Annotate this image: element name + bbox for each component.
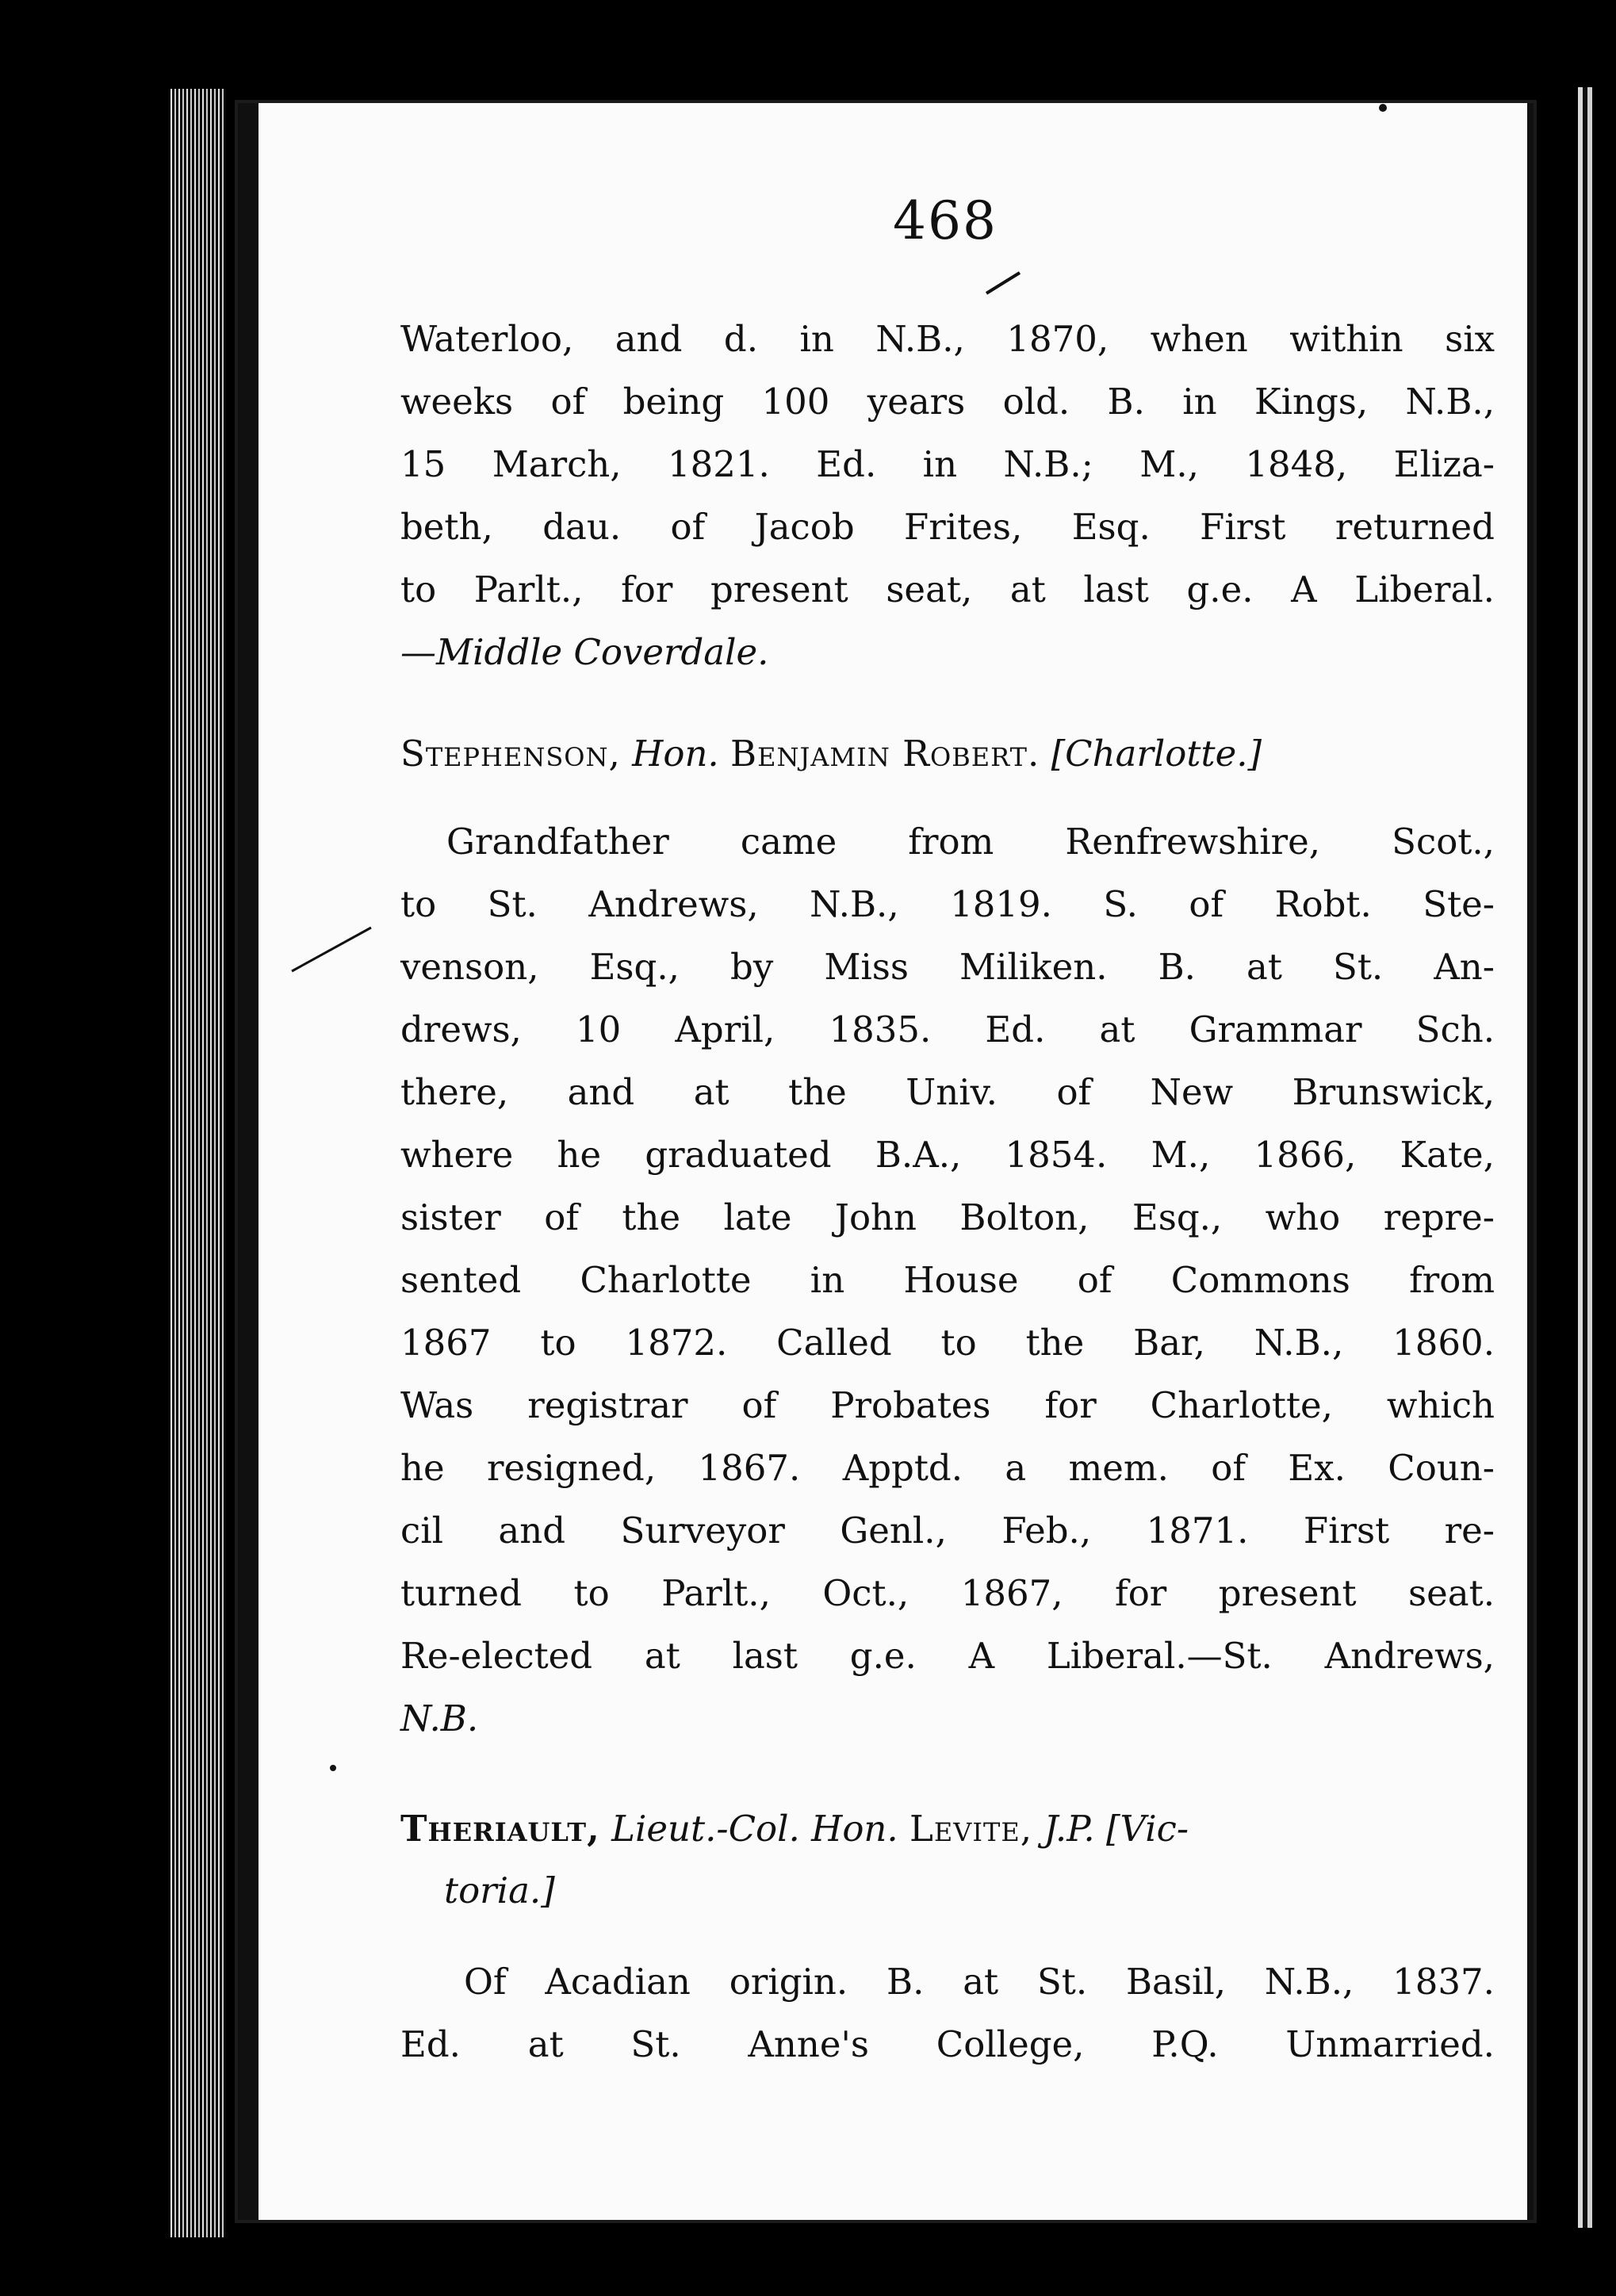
stephenson-title: Hon. (632, 733, 719, 775)
stephenson-constituency: [Charlotte.] (1051, 733, 1262, 775)
continuation-line-place: —Middle Coverdale. (400, 631, 769, 673)
biography-line: drews, 10 April, 1835. Ed. at Grammar Sch. (400, 1008, 1495, 1050)
theriault-line: Of Acadian origin. B. at St. Basil, N.B., 1837. (464, 1961, 1495, 2003)
biography-line: Grandfather came from Renfrewshire, Scot., (446, 821, 1495, 863)
biography-line: where he graduated B.A., 1854. M., 1866, Kate, (400, 1134, 1495, 1176)
theriault-title: Lieut.-Col. Hon. (611, 1808, 898, 1850)
stephenson-heading (400, 723, 1495, 785)
biography-line: there, and at the Univ. of New Brunswick, (400, 1071, 1495, 1113)
continuation-line: weeks of being 100 years old. B. in Kings, N.B., (400, 381, 1495, 423)
page-number: 468 (893, 190, 998, 251)
theriault-constituency-start: [Vic- (1106, 1808, 1189, 1850)
book-gutter (170, 89, 226, 2237)
right-page-edge (1578, 87, 1608, 2228)
theriault-honours: J.P. (1044, 1808, 1095, 1850)
biography-line: sister of the late John Bolton, Esq., who repre- (400, 1196, 1495, 1238)
stephenson-given-name: Benjamin Robert. (730, 733, 1040, 775)
stephenson-biography (400, 810, 1495, 1750)
biography-line: sented Charlotte in House of Commons from (400, 1259, 1495, 1301)
theriault-surname: Theriault, (400, 1808, 600, 1850)
biography-line: Was registrar of Probates for Charlotte, which (400, 1384, 1495, 1426)
continuation-text (400, 308, 1495, 683)
biography-line: Re-elected at last g.e. A Liberal.—St. Andrews, (400, 1635, 1495, 1677)
theriault-line: Ed. at St. Anne's College, P.Q. Unmarried. (400, 2023, 1495, 2065)
biography-line: turned to Parlt., Oct., 1867, for present seat. (400, 1572, 1495, 1614)
biography-line: 1867 to 1872. Called to the Bar, N.B., 1860. (400, 1322, 1495, 1364)
continuation-line: 15 March, 1821. Ed. in N.B.; M., 1848, Eliza- (400, 443, 1495, 485)
theriault-biography (400, 1950, 1495, 2076)
stephenson-surname: Stephenson, (400, 733, 621, 775)
continuation-line: beth, dau. of Jacob Frites, Esq. First returned (400, 506, 1495, 548)
biography-line: to St. Andrews, N.B., 1819. S. of Robt. Ste- (400, 883, 1495, 925)
theriault-given-name: Levite, (909, 1808, 1033, 1850)
continuation-line: Waterloo, and d. in N.B., 1870, when within six (400, 318, 1495, 360)
continuation-line: to Parlt., for present seat, at last g.e. A Liberal. (400, 568, 1495, 610)
theriault-heading (400, 1798, 1495, 1860)
biography-line: he resigned, 1867. Apptd. a mem. of Ex. Coun- (400, 1447, 1495, 1489)
theriault-constituency-end: toria.] (444, 1869, 555, 1911)
biography-line: cil and Surveyor Genl., Feb., 1871. First re- (400, 1510, 1495, 1552)
biography-line-place: N.B. (400, 1697, 479, 1739)
biography-line: venson, Esq., by Miss Miliken. B. at St. An- (400, 946, 1495, 988)
